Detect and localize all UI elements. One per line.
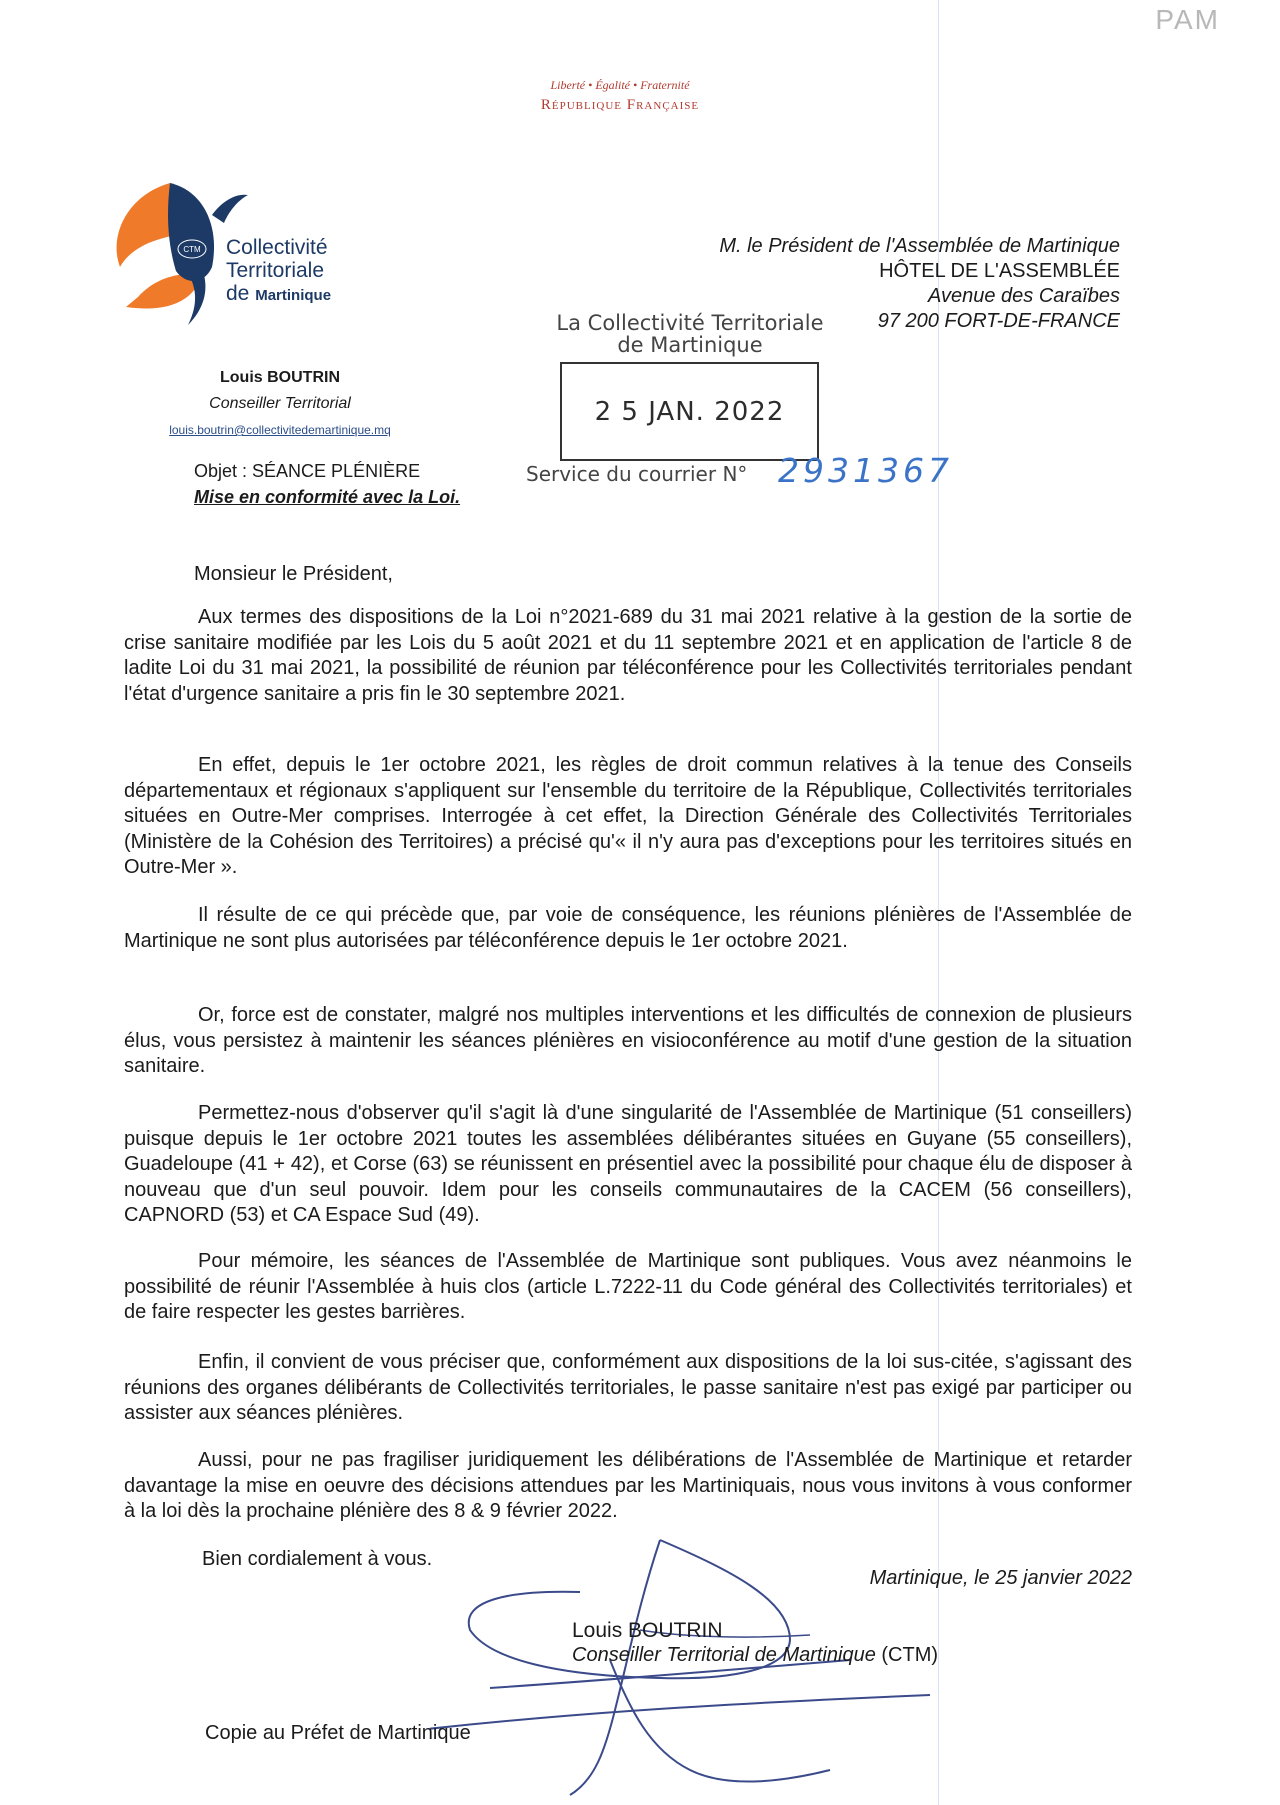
- logo-line3: [226, 282, 331, 307]
- paragraph-3: [124, 903, 1132, 954]
- sender-name: Louis BOUTRIN: [220, 369, 340, 386]
- logo-line1: Collectivité: [226, 236, 328, 259]
- republic-motto: Liberté • Égalité • Fraternité: [550, 78, 690, 92]
- closing-line: Bien cordialement à vous.: [202, 1548, 433, 1570]
- paragraph-6: [124, 1249, 1132, 1326]
- republic-header: [0, 78, 1240, 114]
- recipient-line2: HÔTEL DE L'ASSEMBLÉE: [879, 260, 1120, 282]
- logo-badge: CTM: [183, 245, 201, 254]
- received-stamp-date: 2 5 JAN. 2022: [560, 362, 819, 461]
- paragraph-1-text: Aux termes des dispositions de la Loi n°2021-689 du 31 mai 2021 relative à la gestion de la sortie de crise sanitaire modifiée par les Lois du 5 août 2021 et du 11 septembre 2021 et en application de l'article 8 de ladite Loi du 31 mai 2021, la possibilité de réunion par téléconférence pour les Collectivités territoriales pendant l'état d'urgence sanitaire a pris fin le 30 septembre 2021.: [124, 606, 1132, 705]
- signatory-title-line: [572, 1644, 938, 1667]
- signatory-suffix: (CTM): [875, 1644, 939, 1666]
- logo-place: Martinique: [255, 287, 332, 304]
- paragraph-7: [124, 1350, 1132, 1427]
- salutation: Monsieur le Président,: [194, 563, 393, 585]
- recipient-line3: Avenue des Caraïbes: [928, 285, 1120, 307]
- paragraph-4-text: Or, force est de constater, malgré nos multiples interventions et les difficultés de connexion de plusieurs élus, vous persistez à maintenir les séances plénières en visioconférence au motif d'une gestion de la situation sanitaire.: [124, 1004, 1132, 1077]
- subject-line2: Mise en conformité avec la Loi.: [194, 487, 461, 507]
- paragraph-2: [124, 753, 1132, 881]
- paragraph-3-text: Il résulte de ce qui précède que, par voie de conséquence, les réunions plénières de l'Assemblée de Martinique ne sont plus autorisées par téléconférence depuis le 1er octobre 2021.: [124, 904, 1132, 952]
- logo-wordmark: [226, 236, 331, 307]
- paragraph-5-text: Permettez-nous d'observer qu'il s'agit là d'une singularité de l'Assemblée de Martinique (51 conseillers) puisque depuis le 1er octobre 2021 toutes les assemblées délibérantes situées en Guyane (55 conseillers), Guadeloupe (41 + 42), et Corse (63) se réunissent en présentiel avec la possibilité pour chaque élu de disposer à nouveau que d'un seul pouvoir. Idem pour les conseils communautaires de la CACEM (56 conseillers), CAPNORD (53) et CA Espace Sud (49).: [124, 1102, 1132, 1226]
- sender-role: Conseiller Territorial: [209, 395, 351, 412]
- subject-line1: Objet : SÉANCE PLÉNIÈRE: [194, 461, 421, 481]
- recipient-line4: 97 200 FORT-DE-FRANCE: [877, 310, 1120, 332]
- paragraph-4: [124, 1003, 1132, 1080]
- paragraph-2-text: En effet, depuis le 1er octobre 2021, les règles de droit commun relatives à la tenue des Conseils départementaux et régionaux s'appliquent sur l'ensemble du territoire de la République, Collectivités territoriales situées en Outre-Mer comprises. Interrogée à cet effet, la Direction Générale des Collectivités Territoriales (Ministère de la Cohésion des Territoires) a précisé qu'« il n'y aura pas d'exceptions pour les territoires situés en Outre-Mer ».: [124, 754, 1132, 878]
- paragraph-5: [124, 1101, 1132, 1229]
- stamp-title2: de Martinique: [617, 333, 763, 357]
- received-stamp-title: [530, 312, 850, 356]
- logo-de: de: [226, 282, 250, 305]
- signatory-title: Conseiller Territorial de Martinique: [572, 1644, 876, 1666]
- paragraph-8-text: Aussi, pour ne pas fragiliser juridiquement les délibérations de l'Assemblée de Martinique et retarder davantage la mise en oeuvre des décisions attendues par les Martiniquais, nous vous invitons à vous conformer à la loi dès la prochaine plénière des 8 & 9 février 2022.: [124, 1449, 1132, 1522]
- date-line: Martinique, le 25 janvier 2022: [869, 1567, 1132, 1589]
- sender-block: [130, 365, 430, 443]
- paragraph-6-text: Pour mémoire, les séances de l'Assemblée de Martinique sont publiques. Vous avez néanmoins le possibilité de réunir l'Assemblée à huis clos (article L.7222-11 du Code général des Collectivités territoriales) et de faire respecter les gestes barrières.: [124, 1250, 1132, 1323]
- signatory-name: Louis BOUTRIN: [572, 1619, 723, 1642]
- logo-line2: Territoriale: [226, 259, 325, 282]
- sender-email-link[interactable]: louis.boutrin@collectivitedemartinique.mq: [169, 423, 391, 437]
- republic-name: République Française: [540, 97, 700, 113]
- recipient-line1: M. le Président de l'Assemblée de Martinique: [719, 235, 1120, 257]
- subject-block: [194, 458, 460, 510]
- copy-to-line: Copie au Préfet de Martinique: [205, 1722, 471, 1744]
- paragraph-1: [124, 605, 1132, 707]
- stamp-mail-number: 2931367: [778, 451, 953, 490]
- stamp-service-label: Service du courrier N°: [526, 462, 748, 486]
- paragraph-7-text: Enfin, il convient de vous préciser que, conformément aux dispositions de la loi sus-citée, s'agissant des réunions des organes délibérants de Collectivités territoriales, le passe sanitaire n'est pas exigé par participer ou assister aux séances plénières.: [124, 1351, 1132, 1424]
- corner-handwritten-note: PAM: [1155, 4, 1220, 35]
- stamp-title1: La Collectivité Territoriale: [556, 311, 824, 335]
